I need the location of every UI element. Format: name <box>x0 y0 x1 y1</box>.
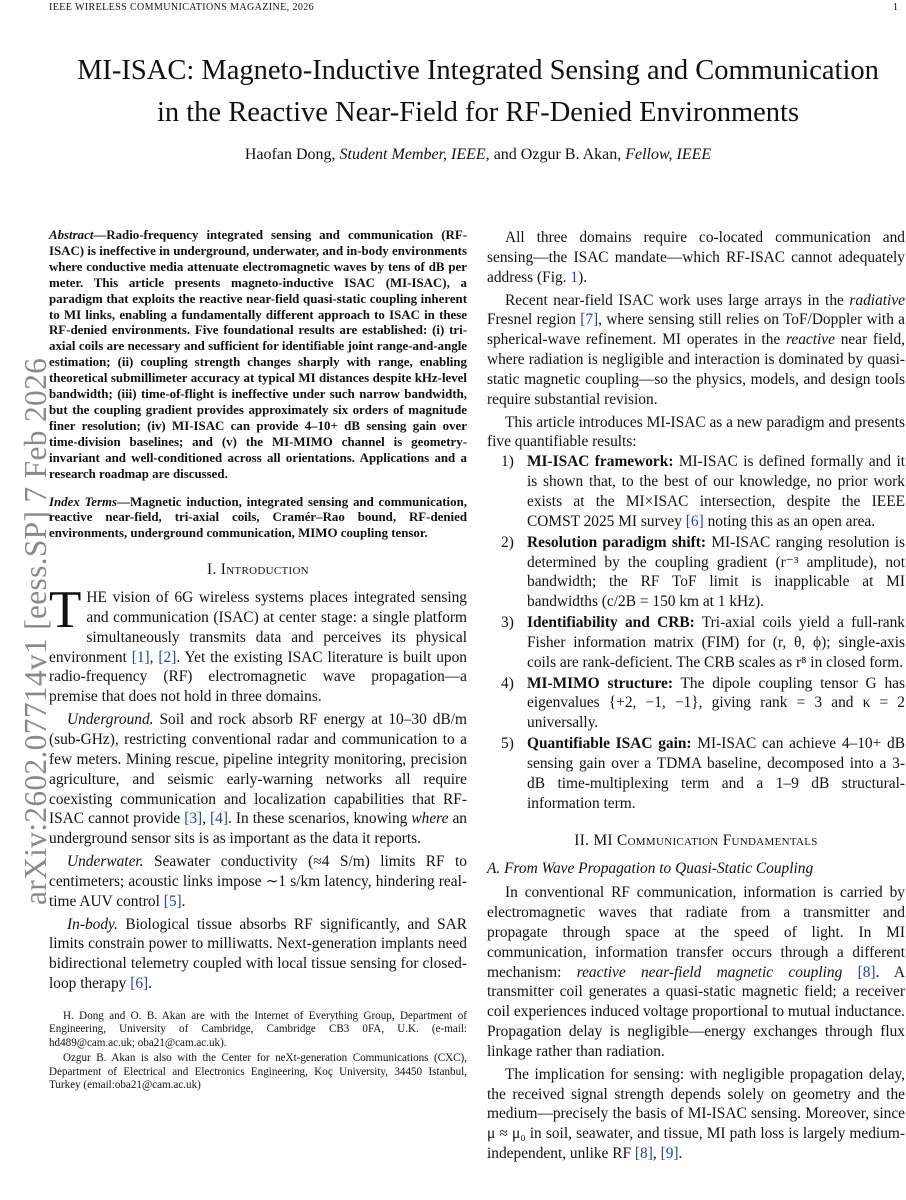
underground-lead: Underground. <box>67 711 154 729</box>
results-intro-paragraph: This article introduces MI-ISAC as a new paradigm and presents five quantifiable results: <box>487 413 905 451</box>
domains-text-a: All three domains require co-located communication and sensing—the ISAC mandate—which RF-ISAC cannot adequately address (Fig. <box>487 229 905 286</box>
list-item <box>487 734 905 813</box>
list-item-label: Resolution paradigm shift: <box>527 533 707 551</box>
list-item-number: 2) <box>501 533 514 551</box>
contributions-list <box>487 452 905 813</box>
list-item <box>487 533 905 612</box>
inbody-text: Biological tissue absorbs RF significantly, and SAR limits constrain power to milliwatts. Next-generation implants need bidirectional telemetry coupled with local tissue sensing for closed-loop therapy <box>49 915 467 993</box>
list-item <box>487 613 905 673</box>
citation-sep: , <box>149 648 159 666</box>
inbody-paragraph: In-body. Biological tissue absorbs RF significantly, and SAR limits constrain power to milliwatts. Next-generation implants need bidirectional telemetry coupled with local tissue sensing for closed-loop therapy [6]. <box>49 915 467 993</box>
citation-8b[interactable]: [8] <box>634 1145 653 1163</box>
domains-text-b: ). <box>578 268 588 286</box>
domains-paragraph <box>487 228 905 288</box>
nf-text-c: , where sensing still relies on ToF/Doppler with a spherical-wave refinement. MI operates in the <box>487 311 905 349</box>
index-terms <box>49 495 467 543</box>
list-item-number: 4) <box>501 674 514 692</box>
mi-comm-paragraph <box>487 883 905 1062</box>
nf-text-a: Recent near-field ISAC work uses large arrays in the <box>505 291 850 309</box>
author-conjunction: and <box>493 146 517 163</box>
abstract <box>49 228 467 483</box>
title-line-1: MI-ISAC: Magneto-Inductive Integrated Sensing and Communication <box>77 55 879 86</box>
left-column <box>49 228 467 1095</box>
underground-paragraph: Underground. Soil and rock absorb RF energy at 10–30 dB/m (sub-GHz), restricting conventional radar and communication to a few meters. Mining rescue, pipeline integrity monitoring, precision agriculture, and seismic early-warning networks all require coexisting communication and localization capabilities that RF-ISAC cannot provide [3], [4]. In these scenarios, knowing where an underground sensor sits is as important as the data it reports. <box>49 711 467 848</box>
footnote-affiliation: H. Dong and O. B. Akan are with the Internet of Everything Group, Department of Engineering, University of Cambridge, Cambridge CB3 0FA, U.K. (e-mail: hd489@cam.ac.uk; oba21@cam.ac.uk). <box>49 1009 467 1049</box>
citation-5[interactable]: [5] <box>163 892 182 910</box>
intro-paragraph-1 <box>49 581 467 707</box>
author-2: Ozgur B. Akan, <box>520 146 622 163</box>
nf-reactive: reactive <box>785 331 835 349</box>
mi-text-b: . A transmitter coil generates a quasi-static magnetic field; a receiver coil experiences induced voltage proportional to mutual inductance. Propagation delay is negligible—energy exchanges through flux linkage rather than radiation. <box>487 963 905 1060</box>
mi-text-em: reactive near-field magnetic coupling <box>576 963 843 981</box>
list-item-text: MI-ISAC is defined formally and it is shown that, to the best of our knowledge, no prior work exists at the MI×ISAC intersection, despite the IEEE COMST 2025 MI survey <box>527 453 905 530</box>
list-item-body <box>527 452 905 531</box>
sensing-implication-paragraph: The implication for sensing: with negligible propagation delay, the received signal strength depends solely on geometry and the medium—precisely the basis of MI-ISAC sensing. Moreover, since μ ≈ μ₀ in soil, seawater, and tissue, MI path loss is largely medium-independent, unlike RF [8], [9]. <box>487 1065 905 1163</box>
paper-title <box>40 50 906 134</box>
list-item <box>487 674 905 734</box>
list-item-text: MI-ISAC ranging resolution is determined by the coupling gradient (r⁻³ amplitude), not bandwidth; the RF ToF limit is inapplicable at MI bandwidths (c/2B = 150 km at 1 kHz). <box>527 533 905 611</box>
section-2-heading: II. MI Communication Fundamentals <box>574 832 818 850</box>
subsection-a-heading: A. From Wave Propagation to Quasi-Static Coupling <box>487 860 814 878</box>
citation-4[interactable]: [4] <box>210 810 228 828</box>
list-item-number: 5) <box>501 735 514 753</box>
abstract-text: —Radio-frequency integrated sensing and communication (RF-ISAC) is ineffective in underground, underwater, and in-body environments where conductive media attenuate electromagnetic waves by tens of dB per meter. This article presents magneto-inductive ISAC (MI-ISAC), a paradigm that exploits the reactive near-field quasi-static coupling inherent to MI links, enabling a fundamentally different approach to ISAC in these RF-denied environments. Five foundational results are established: (i) tri-axial coils are necessary and sufficient for identifiable joint range-and-angle estimation; (ii) coupling strength changes sharply with range, enabling theoretical submillimeter accuracy at typical MI distances despite kHz-level bandwidth; (iii) time-of-flight is ineffective under such narrow bandwidth, but the coupling gradient provides approximately six orders of magnitude finer resolution; (iv) MI-ISAC can provide 4–10+ dB sensing gain over time-division baselines; and (v) the MI-MIMO channel is geometry-invariant and well-conditioned across all orientations. Applications and a research roadmap are discussed. <box>49 228 467 481</box>
list-item-label: Quantifiable ISAC gain: <box>527 735 692 753</box>
footnotes <box>49 1006 467 1093</box>
list-item <box>487 452 905 531</box>
list-item-body <box>527 533 905 612</box>
title-line-2: in the Reactive Near-Field for RF-Denied Environments <box>156 97 800 128</box>
author-line <box>40 146 906 164</box>
author-1-role: Student Member, IEEE, <box>339 146 490 163</box>
underground-text-a: Soil and rock absorb RF energy at 10–30 dB/m (sub-GHz), restricting conventional radar and communication to a few meters. Mining rescue, pipeline integrity monitoring, precision agriculture, and seismic early-warning networks all require coexisting communication and localization capabilities that RF-ISAC cannot provide <box>49 711 467 828</box>
citation-3[interactable]: [3] <box>184 810 203 828</box>
arxiv-identifier[interactable]: arXiv:2602.07714v1 [eess.SP] 7 Feb 2026 <box>18 357 53 905</box>
mi-text-a: In conventional RF communication, information is carried by electromagnetic waves that radiate from a transmitter and propagate through space at the speed of light. In MI communication, information transfer occurs through a different mechanism: <box>487 884 905 981</box>
citation-9[interactable]: [9] <box>660 1145 679 1163</box>
underground-text-b: . In these scenarios, knowing <box>227 810 412 828</box>
figure-reference[interactable]: 1 <box>570 268 579 286</box>
abstract-lead: Abstract <box>49 228 94 242</box>
journal-header: IEEE WIRELESS COMMUNICATIONS MAGAZINE, 2026 <box>49 2 315 13</box>
nf-text-b: Fresnel region <box>487 311 581 329</box>
list-item-label: MI-ISAC framework: <box>527 453 674 471</box>
list-item-body <box>527 674 905 734</box>
near-field-paragraph <box>487 291 905 410</box>
impl-text: The implication for sensing: with negligible propagation delay, the received signal strength depends solely on geometry and the medium—precisely the basis of MI-ISAC sensing. Moreover, since μ ≈ μ₀ in soil, seawater, and tissue, MI path loss is largely medium-independent, unlike RF <box>487 1065 905 1163</box>
underground-where: where <box>411 810 449 828</box>
nf-radiative: radiative <box>849 291 905 309</box>
inbody-lead: In-body. <box>67 915 118 933</box>
list-item-text-end: noting this as an open area. <box>703 512 876 530</box>
section-1-heading: I. Introduction <box>207 561 309 579</box>
citation-6[interactable]: [6] <box>130 975 149 993</box>
list-item-number: 1) <box>501 453 514 471</box>
list-item-text: MI-ISAC can achieve 4–10+ dB sensing gain over a TDMA baseline, decomposed into a 3-dB time-multiplexing term and a 1–9 dB structural-information term. <box>527 735 906 812</box>
right-column <box>487 228 905 1164</box>
author-2-role: Fellow, IEEE <box>625 146 712 163</box>
intro-text-b: . Yet the existing ISAC literature is built upon radio-frequency (RF) electromagnetic wave propagation—a premise that does not hold in three domains. <box>49 648 467 706</box>
list-item-text: The dipole coupling tensor G has eigenvalues {+2, −1, −1}, giving rank = 3 and κ = 2 universally. <box>527 674 905 732</box>
list-item-body <box>527 613 905 673</box>
citation-1[interactable]: [1] <box>131 648 150 666</box>
nf-text-d: near field, where radiation is negligible and interaction is dominated by quasi-static magnetic coupling—so the physics, models, and design tools require substantial revision. <box>487 331 905 408</box>
index-terms-lead: Index Terms <box>49 494 118 509</box>
citation-8[interactable]: [8] <box>857 963 876 981</box>
citation-2[interactable]: [2] <box>158 648 177 666</box>
underwater-lead: Underwater. <box>67 853 144 871</box>
underwater-paragraph: Underwater. Seawater conductivity (≈4 S/m) limits RF to centimeters; acoustic links impose ∼1 s/km latency, hindering real-time AUV control [5]. <box>49 853 467 910</box>
citation-7[interactable]: [7] <box>580 311 599 329</box>
list-item-label: Identifiability and CRB: <box>527 614 695 632</box>
author-1: Haofan Dong, <box>244 146 336 163</box>
list-item-number: 3) <box>501 614 514 632</box>
drop-cap: T <box>49 581 82 640</box>
list-item-text: Tri-axial coils yield a full-rank Fisher information matrix (FIM) for (r, θ, ϕ); single-axis coils are rank-deficient. The CRB scales as r⁸ in closed form. <box>527 614 905 671</box>
page-number: 1 <box>893 2 898 13</box>
index-terms-text: —Magnetic induction, integrated sensing and communication, reactive near-field, tri-axial coils, Cramér–Rao bound, RF-denied environments, underground communication, MIMO coupling tensor. <box>49 494 467 541</box>
underwater-text: Seawater conductivity (≈4 S/m) limits RF to centimeters; acoustic links impose ∼1 s/km latency, hindering real-time AUV control <box>49 853 467 910</box>
list-item-label: MI-MIMO structure: <box>527 674 673 692</box>
underground-text-c: an underground sensor sits is as important as the data it reports. <box>49 810 467 848</box>
list-item-body <box>527 734 905 813</box>
intro-text-a: HE vision of 6G wireless systems places integrated sensing and communication (ISAC) at center stage: a single platform simultaneously transmits data and perceives its physical environment <box>49 589 467 666</box>
footnote-cxc: Ozgur B. Akan is also with the Center for neXt-generation Communications (CXC), Department of Electrical and Electronics Engineering, Koç University, 34450 Istanbul, Turkey (email:oba21@cam.ac.uk) <box>49 1052 467 1092</box>
citation-6-survey[interactable]: [6] <box>685 512 704 530</box>
